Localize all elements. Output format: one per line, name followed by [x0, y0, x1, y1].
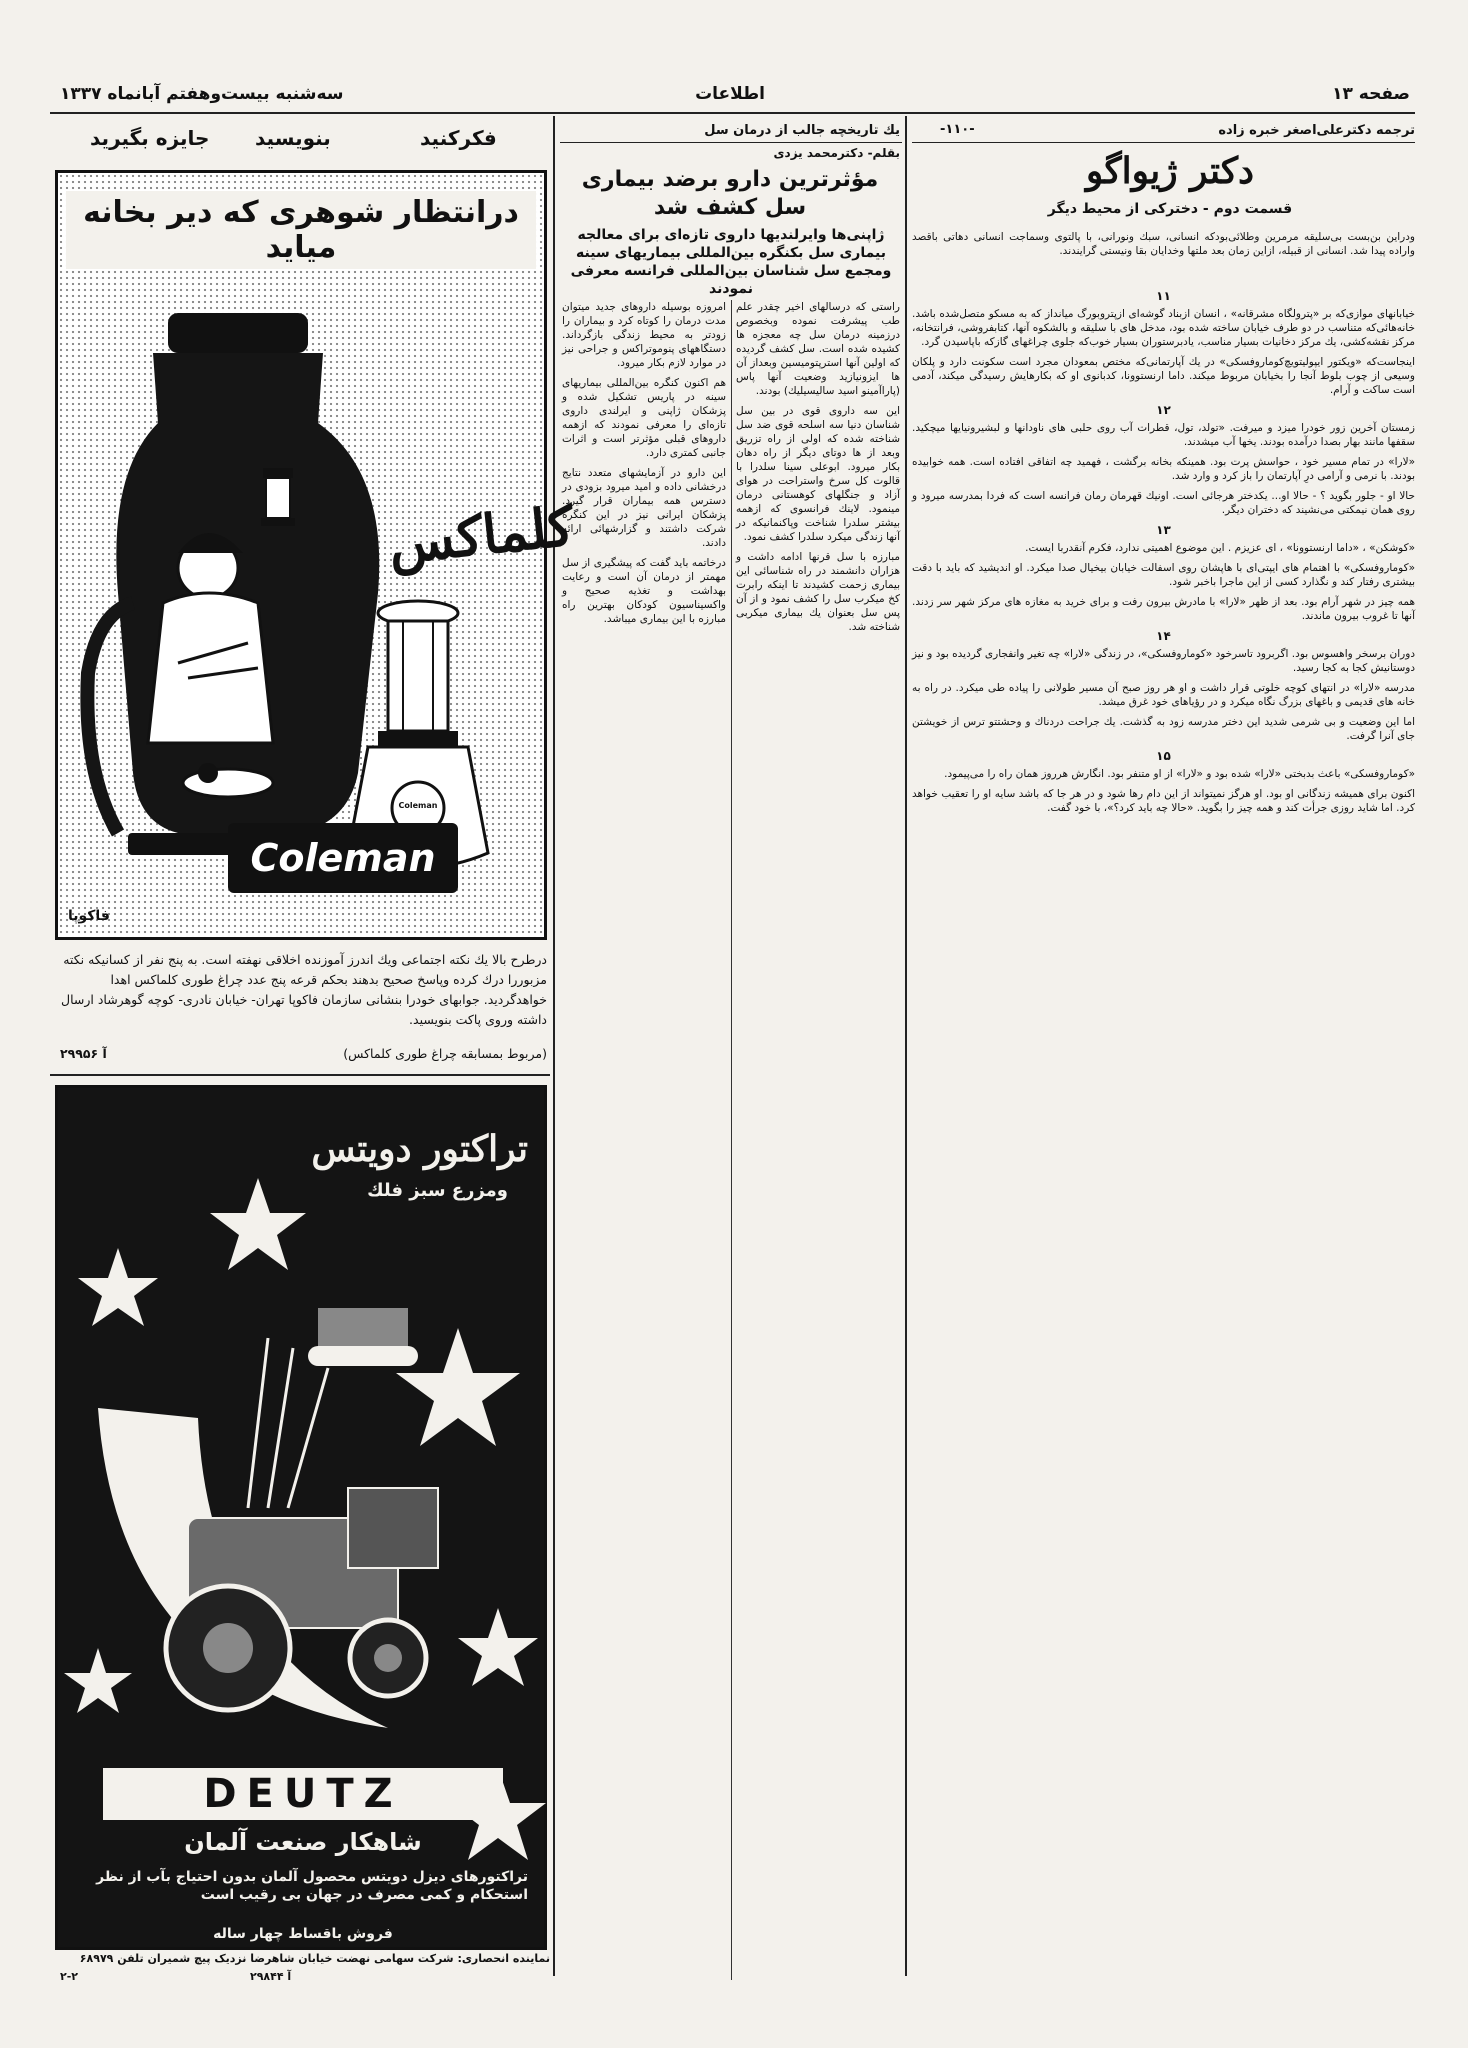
deutz-brand: DEUTZ — [103, 1768, 503, 1820]
contest-ad-code: ۲۹۹۵۶ آ — [60, 1046, 107, 1061]
section-number: ۱۴ — [1156, 629, 1171, 643]
story-intro: ودراین بن‌بست بی‌سلیقه مرمرین وطلائی‌بودکه انسانی، سبك ونورانی، با پالتوی وسماجت انسانی دهاتی باقصد واراده پیدا شد. انسانی از قبیله، ازاین زمان بعد ملتها وخدایان بقا ونیستی گرایندند. — [912, 231, 1415, 257]
deutz-artwork — [58, 1088, 550, 1953]
tb-byline: بقلم- دکترمحمد یزدی — [773, 146, 900, 160]
story-paragraph: اما این وضعیت و بی شرمی شدید این دختر مدرسه زود به گذشت. یك جراحت دردناك و وحشتتو ترس از خویشتن جای آنرا گرفت. — [912, 716, 1415, 742]
story-translator: ترجمه دکترعلی‌اصغر خبره زاده — [1218, 123, 1415, 138]
tb-paragraph: این دارو در آزمایشهای متعدد نتایج درخشانی داده و امید میرود بزودی در دسترس همه بیماران قرار گیرد. پزشکان ایرانی نیز در این کنگره شرکت داشتند و گزارشهائی ارائه دادند. — [562, 467, 726, 549]
coleman-badge: Coleman — [228, 823, 458, 893]
slogan-think: فکرکنید — [420, 126, 497, 150]
story-paragraph: «کوشکن» ، «داما ارنستوونا» ، ای عزیزم . این موضوع اهمیتی ندارد، فکرم آنقدربا ایست. — [1025, 542, 1415, 554]
tb-body — [562, 300, 900, 1980]
contest-slogans — [50, 116, 550, 156]
story-paragraph: دوران برسخر واهسوس بود. اگربرود تاسرخود «کوماروفسکی»، در زندگی «لارا» چه تغیر وانفجاری گردیده بود و نیز دوستانیش کجا به کجا رسید. — [912, 648, 1415, 674]
deutz-sale-terms: فروش باقساط چهار ساله — [213, 1926, 393, 1942]
section-number: ۱۵ — [1156, 749, 1171, 763]
tb-section-header: یك تاریخچه جالب از درمان سل — [704, 123, 900, 138]
story-paragraph: «کوماروفسکی» با اهتمام های ایپتی‌ای با هاپشان روی اسفالت خیابان بیخیال صدا میکرد. او اندیشید که باید با دقت بیشتری رفتار کند و نگذارد کسی از این ماجرا باخبر شود. — [912, 562, 1415, 588]
story-episode: -۱۱۰- — [940, 122, 975, 137]
section-number: ۱۲ — [1156, 403, 1171, 417]
story-paragraph: همه چیز در شهر آرام بود. بعد از ظهر «لارا» با مادرش بیرون رفت و برای خرید به مغازه های مرکز شهر سر زدند. آنها تا غروب بیرون ماندند. — [912, 596, 1415, 622]
section-number: ۱۳ — [1156, 523, 1171, 537]
story-paragraph: حالا او - جلور بگوید ؟ - حالا او... یکدختر هرجائی است. اونیك قهرمان رمان فرانسه است که فردا بمدرسه میرود و روی همان نیمکتی می‌نشیند که دختران دیگر. — [912, 490, 1415, 516]
page-label: صفحه ۱۳ — [1332, 84, 1410, 104]
story-paragraph: اینجاست‌که «ویکتور ایپولیتویچ‌کوماروفسکی» در یك آپارتمانی‌که مختص بمعودان مجرد است سکونت دارد و پلکان وسیعی از چوب بلوط آنجا را بخیابان مربوط میکند. داما ارنستوونا، کدبانوی او که بکارهایش رسیدگی میکند، آدمی است ساکت و آرام. — [912, 356, 1415, 396]
tb-paragraph: هم اکنون کنگره بین‌المللی بیماریهای سینه در پاریس تشکیل شده و پزشکان ژاپنی و ایرلندی داروی تازه‌ای را معرفی نمودند که ازهمه داروهای قبلی مؤثرتر است و اثرات جانبی کمتری دارد. — [562, 377, 726, 459]
deutz-ad-panel — [55, 1085, 547, 1950]
story-part: قسمت دوم - دخترکی از محیط دیگر — [1047, 201, 1293, 217]
deutz-body: تراکتورهای دیزل دویتس محصول آلمان بدون احتیاج بآب از نظر استحکام و کمی مصرف در جهان بی رقیب است — [96, 1869, 528, 1903]
section-number: ۱۱ — [1156, 289, 1171, 303]
date-line: سه‌شنبه بیست‌وهفتم آبانماه ۱۳۳۷ — [60, 84, 344, 104]
crawler-tractor-icon — [308, 1308, 418, 1366]
story-paragraph: مدرسه «لارا» در انتهای کوچه خلوتی قرار داشت و او هر روز صبح آن مسیر طولانی را پیاده طی میکرد. در راه به خانه های قدیمی و باغهای بزرگ نگاه میکرد و در رؤیاهای خود غرق میشد. — [912, 682, 1415, 708]
story-body — [912, 285, 1415, 1985]
tb-headline: مؤثرترین دارو برضد بیماری سل کشف شد — [581, 167, 879, 220]
story-paragraph: «لارا» در تمام مسیر خود ، حواسش پرت بود. همینکه بخانه برگشت ، فهمید چه اتفاقی افتاده است. همه خوابیده بودند. با نرمی و آرامی درِ آپارتمان را باز کرد و وارد شد. — [912, 456, 1415, 482]
tb-paragraph: راستی که درسالهای اخیر چقدر علم طب پیشرفت نموده وبخصوص درزمینه درمان سل چه معجزه ها کشیده شده است. سل کشف گردیده که اولین آنها استرپتومیسین وبعداز آن ها ایزونیازید وضعیت آنها پاس (پاراآمینو اسید سالیسیلیك) بودند. — [736, 301, 900, 397]
deutz-agent: نماینده انحصاری: شرکت سهامی نهضت خیابان شاهرضا نزدیک پیچ شمیران تلفن ۶۸۹۷۹ — [79, 1952, 550, 1965]
story-title: دکتر ژیواگو — [1085, 150, 1255, 192]
column-divider-left — [553, 116, 555, 1976]
tb-paragraph: مبارزه با سل قرنها ادامه داشت و هزاران دانشمند در راه شناسائی این بیماری زحمت کشیدند تا اینکه رابرت کخ میکرب سل را کشف نمود و از آن پس سل بعنوان یك بیماری میکربی شناخته شد. — [736, 551, 900, 633]
deutz-title: تراکتور دویتس — [311, 1128, 528, 1170]
deutz-ad-code: ۲۹۸۴۴ آ — [250, 1970, 292, 1983]
deutz-ad-code2: ۲-۲ — [60, 1970, 78, 1983]
masthead-rule — [50, 112, 1415, 114]
climax-ad-panel — [55, 170, 577, 940]
lantern-label: Coleman — [398, 801, 438, 810]
ad-separator — [50, 1074, 550, 1076]
ad-headline: درانتظار شوهری که دیر بخانه میاید — [66, 191, 536, 269]
tb-paragraph: درخاتمه باید گفت که پیشگیری از سل مهمتر از درمان آن است و رعایت بهداشت و تغذیه صحیح و واکسیناسیون کودکان بهترین راه مبارزه با این بیماری میباشد. — [562, 557, 726, 625]
small-lantern-icon — [261, 468, 295, 526]
story-paragraph: اکنون برای همیشه زندگانی او بود. او هرگز نمیتواند از این دام رها شود و در هر جا که باشد سایه او را تعقیب خواهد کرد. اما شاید روزی جرأت کند و همه چیز را بگوید. «حالا چه باید کرد؟»، با خود گفت. — [912, 788, 1415, 814]
slogan-write: بنویسید — [255, 126, 331, 150]
contest-description: درطرح بالا یك نکته اجتماعی ویك اندرز آموزنده اخلاقی نهفته است. به پنج نفر از کسانیکه نکته مزبوررا درك کرده وپاسخ صحیح بدهند بحکم قرعه پنج عدد چراغ طوری کلماکس اهدا خواهدگردید. جوابهای خودرا بنشانی سازمان فاکوپا تهران- خیابان نادری- کوچه گوهرشاد ارسال داشته وروی پاکت بنویسید. — [60, 952, 547, 1027]
story-paragraph: زمستان آخرین زور خودرا میزد و میرفت. «تولد، تول، قطرات آب روی حلبی های ناودانها و لبشیرونیایها میچکید. سقفها مانند بهار بصدا درآمده بودند. یخها آب میشدند. — [912, 422, 1415, 448]
tb-header-rule — [560, 142, 902, 143]
story-paragraph: «کوماروفسکی» باعث بدبختی «لارا» شده بود و «لارا» از او متنفر بود. انگارش هرروز همان راه را می‌پیمود. — [944, 768, 1415, 780]
deutz-maker: شاهکار صنعت آلمان — [184, 1828, 422, 1856]
column-divider-right — [905, 116, 907, 1976]
story-header-rule — [912, 142, 1415, 143]
tb-paragraph: امروزه بوسیله داروهای جدید میتوان مدت درمان را کوتاه کرد و بیماران را زودتر به محیط زندگی بازگرداند. دستگاههای پنوموتراکس و جراحی نیز در موارد لازم بکار میرود. — [562, 301, 726, 369]
paper-name: اطلاعات — [695, 84, 765, 104]
climax-brand-text: کلماکس — [385, 493, 577, 577]
artist-signature: فاکوپا — [68, 908, 110, 924]
story-paragraph: خیابانهای موازی‌که بر «پترولگاه مشرقانه» ، انسان ازبناد گوشه‌ای ازپتروبورگ میانداز که به مسکو متصل‌شده باشد. خانه‌هائی‌که متناسب در دو طرف خیابان ساخته شده بود، مدخل های با سلیقه و بالشکوه آنها، کتابفروشی، فرانتخانه، مرکز نقشه‌کشی، یك مرکز دخانیات بسیار مناسب، یادبرستوران بسیار خوب‌که جلوی چراغهای گازکه باپاسیدن گرد. — [912, 308, 1415, 348]
tb-paragraph: این سه داروی قوی در بین سل شناسان دنیا سه اسلحه قوی ضد سل شناخته شده که اولی از راه تزریق وبعد از ها دوتای دیگر از راه دهان بکار میرود. ابوعلی سینا سلدرا با قالوت کل سرخ واستراحت در هوای آزاد و جنگلهای کوهستانی درمان مینمود. لاینك فرانسوی که ازهمه بیشتر سلدرا شناخت وپاکنمانیکه در آنها زندگی میکرد سلدرا کشف نمود. — [736, 405, 900, 543]
contest-tag: (مربوط بمسابقه چراغ طوری کلماکس) — [343, 1046, 547, 1061]
slogan-prize: جایزه بگیرید — [90, 126, 210, 150]
deutz-subtitle: ومزرع سبز فلك — [367, 1180, 508, 1201]
tb-subhead: ژاپنی‌ها وایرلندیها داروی تازه‌ای برای معالجه بیماری سل بکنگره بین‌المللی بیماریهای سینه ومجمع سل شناسان بین‌المللی فرانسه معرفی نمودند — [570, 227, 892, 297]
